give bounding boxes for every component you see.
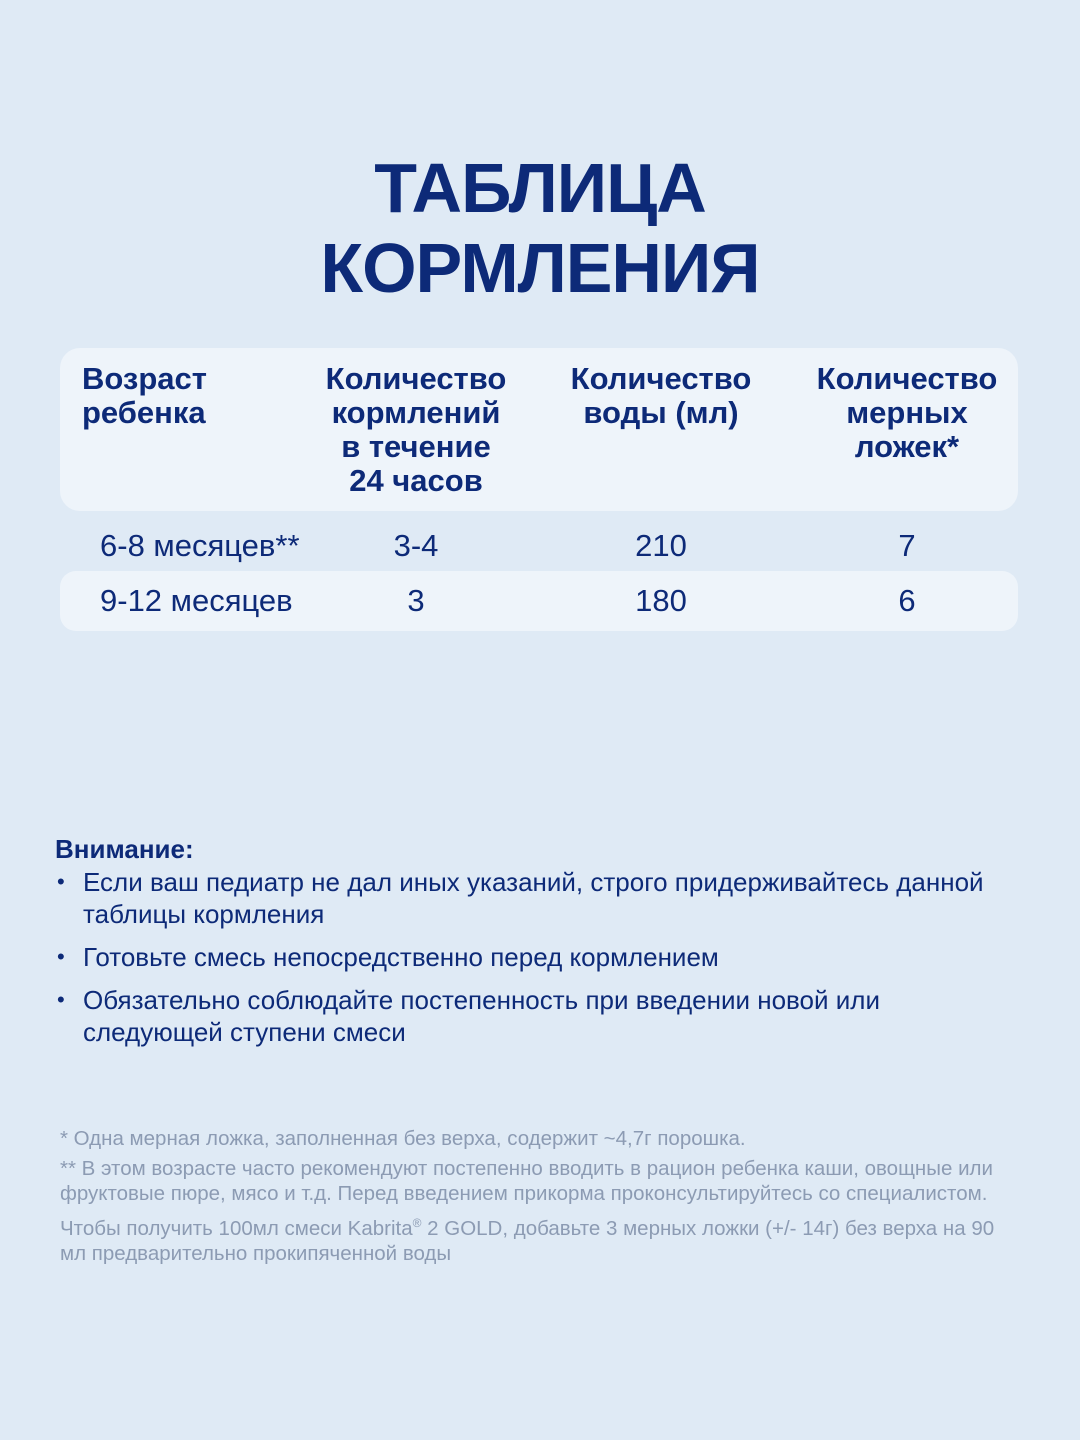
bullet-icon: • [57, 987, 65, 1012]
footnote-preparation-end: 2 GOLD, добавьте 3 мерных ложки (+/- 14г) без верха на 90 мл предварительно прокипяченной воды [60, 1216, 995, 1265]
cell-age: 6-8 месяцев** [100, 528, 300, 563]
cell-water: 180 [635, 583, 687, 618]
footnote-preparation-start: Чтобы получить 100мл смеси Kabrita [60, 1216, 413, 1240]
registered-mark: ® [412, 1216, 422, 1230]
footnotes [60, 1126, 1010, 1271]
page-title-line-2: КОРМЛЕНИЯ [320, 229, 760, 307]
footnote-scoop: * Одна мерная ложка, заполненная без верха, содержит ~4,7г порошка. [60, 1127, 746, 1150]
header-feedings-per-day: Количество кормлений в течение 24 часов [325, 361, 507, 498]
cell-water: 210 [635, 528, 687, 563]
header-scoops: Количество мерных ложек* [816, 361, 998, 464]
table-row [60, 571, 1018, 631]
list-item [55, 941, 1015, 973]
footnote-preparation [60, 1211, 1010, 1266]
notice-section [55, 832, 1015, 1059]
notice-list [55, 866, 1015, 1048]
list-item-text: Готовьте смесь непосредственно перед кормлением [83, 942, 719, 972]
cell-scoops: 7 [898, 528, 916, 563]
bullet-icon: • [57, 944, 65, 969]
page-title-line-1: ТАБЛИЦА [374, 149, 706, 227]
cell-age: 9-12 месяцев [100, 583, 293, 618]
cell-feedings: 3-4 [393, 528, 439, 563]
list-item-text: Если ваш педиатр не дал иных указаний, строго придерживайтесь данной таблицы кормления [83, 867, 984, 929]
page-title [0, 148, 1080, 308]
header-water-amount: Количество воды (мл) [570, 361, 752, 430]
feeding-table-header [60, 348, 1018, 511]
bullet-icon: • [57, 869, 65, 894]
footnote-age: ** В этом возрасте часто рекомендуют постепенно вводить в рацион ребенка каши, овощные или фруктовые пюре, мясо и т.д. Перед введением прикорма проконсультируйтесь со специалистом. [60, 1157, 993, 1205]
table-row [60, 516, 1018, 576]
list-item [55, 866, 1015, 930]
header-age: Возраст ребенка [82, 361, 207, 430]
notice-title: Внимание: [55, 834, 194, 864]
cell-scoops: 6 [898, 583, 916, 618]
list-item [55, 984, 1015, 1048]
cell-feedings: 3 [407, 583, 425, 618]
list-item-text: Обязательно соблюдайте постепенность при введении новой или следующей ступени смеси [83, 985, 880, 1047]
